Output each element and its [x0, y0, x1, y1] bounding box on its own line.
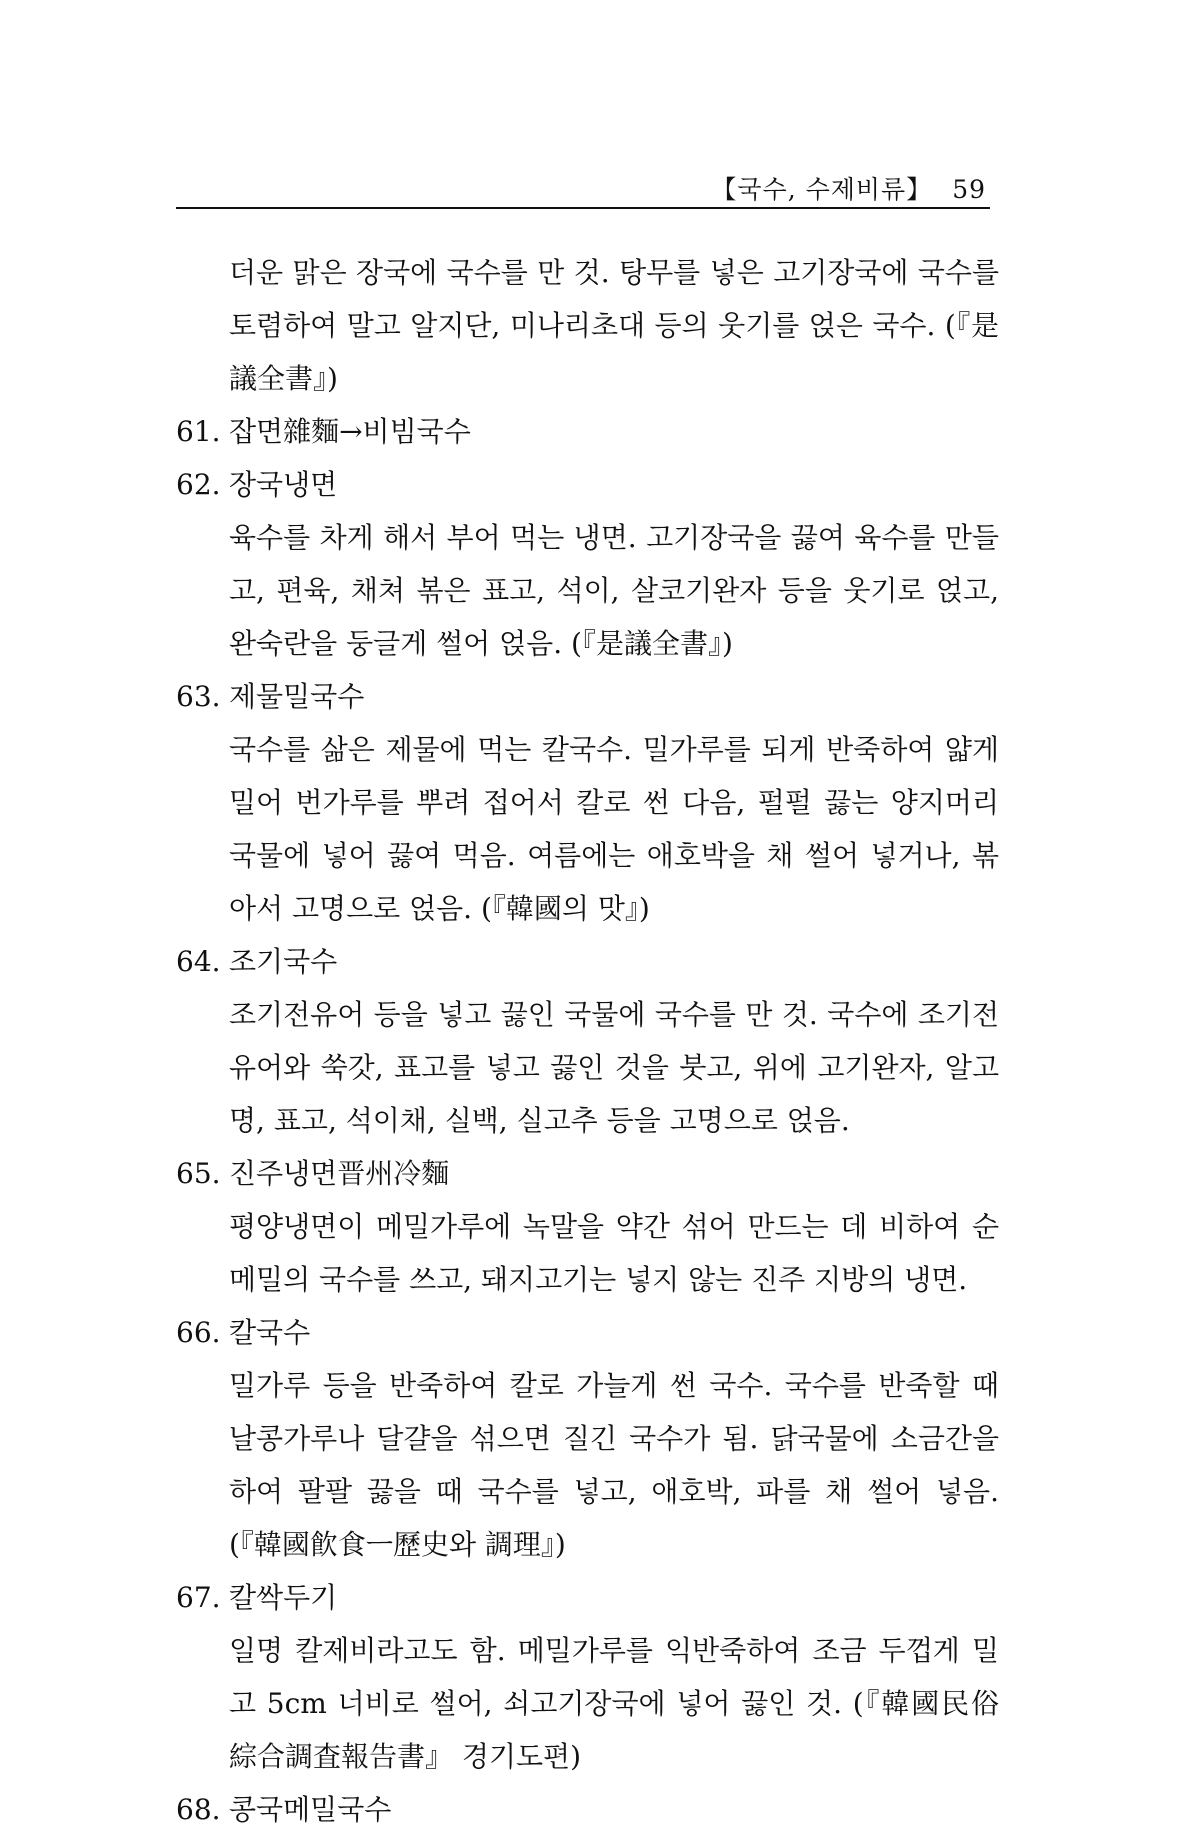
- entry-number: 61.: [176, 415, 221, 448]
- entry-title: 장국냉면: [229, 468, 338, 501]
- entry-number: 66.: [176, 1316, 221, 1349]
- entry-63: [176, 670, 1006, 935]
- entry-number: 68.: [176, 1793, 221, 1826]
- page-header: [176, 160, 986, 210]
- entry-66: [176, 1306, 1006, 1571]
- entry-61: [176, 405, 1006, 458]
- page-body: [176, 246, 1006, 1836]
- entry-text: 육수를 차게 해서 부어 먹는 냉면. 고기장국을 끓여 육수를 만들고, 편육, 채쳐 볶은 표고, 석이, 살코기완자 등을 웃기로 얹고, 완숙란을 둥글게 썰어 얹음. (『是議全書』): [229, 521, 999, 660]
- entry-65: [176, 1147, 1006, 1306]
- page-number: 59: [952, 175, 986, 204]
- entry-text: 평양냉면이 메밀가루에 녹말을 약간 섞어 만드는 데 비하여 순메밀의 국수를 쓰고, 돼지고기는 넣지 않는 진주 지방의 냉면.: [229, 1210, 999, 1296]
- entry-number: 67.: [176, 1581, 221, 1614]
- header-rule: [176, 207, 990, 209]
- entry-text: 일명 칼제비라고도 함. 메밀가루를 익반죽하여 조금 두껍게 밀고 5cm 너비로 썰어, 쇠고기장국에 넣어 끓인 것. (『韓國民俗綜合調査報告書』 경기도편): [229, 1634, 999, 1773]
- entry-68: [176, 1783, 1006, 1836]
- entry-title: 조기국수: [229, 945, 338, 978]
- entry-title: 칼국수: [229, 1316, 311, 1349]
- entry-number: 62.: [176, 468, 221, 501]
- entry-text: 조기전유어 등을 넣고 끓인 국물에 국수를 만 것. 국수에 조기전유어와 쑥갓, 표고를 넣고 끓인 것을 붓고, 위에 고기완자, 알고명, 표고, 석이채, 실백, 실고추 등을 고명으로 얹음.: [229, 998, 999, 1137]
- entry-67: [176, 1571, 1006, 1783]
- entry-number: 63.: [176, 680, 221, 713]
- entry-title: 진주냉면晋州冷麵: [229, 1157, 450, 1190]
- entry-title: 제물밀국수: [229, 680, 365, 713]
- entry-text: 국수를 삶은 제물에 먹는 칼국수. 밀가루를 되게 반죽하여 얇게 밀어 번가루를 뿌려 접어서 칼로 썬 다음, 펄펄 끓는 양지머리 국물에 넣어 끓여 먹음. 여름에는 애호박을 채 썰어 넣거나, 볶아서 고명으로 얹음. (『韓國의 맛』): [229, 733, 999, 925]
- entry-title: 칼싹두기: [229, 1581, 338, 1614]
- entry-title: 잡면雜麵→비빔국수: [229, 415, 471, 448]
- entry-text: 밀가루 등을 반죽하여 칼로 가늘게 썬 국수. 국수를 반죽할 때 날콩가루나 달걀을 섞으면 질긴 국수가 됨. 닭국물에 소금간을 하여 팔팔 끓을 때 국수를 넣고, 애호박, 파를 채 썰어 넣음. (『韓國飮食ㅡ歷史와 調理』): [229, 1369, 999, 1561]
- entry-62: [176, 458, 1006, 670]
- entry-64: [176, 935, 1006, 1147]
- entry-number: 64.: [176, 945, 221, 978]
- continuation-paragraph: 더운 맑은 장국에 국수를 만 것. 탕무를 넣은 고기장국에 국수를 토렴하여 말고 알지단, 미나리초대 등의 웃기를 얹은 국수. (『是議全書』): [229, 256, 999, 395]
- entry-number: 65.: [176, 1157, 221, 1190]
- running-title: 【국수, 수제비류】: [711, 175, 933, 204]
- entry-title: 콩국메밀국수: [229, 1793, 392, 1826]
